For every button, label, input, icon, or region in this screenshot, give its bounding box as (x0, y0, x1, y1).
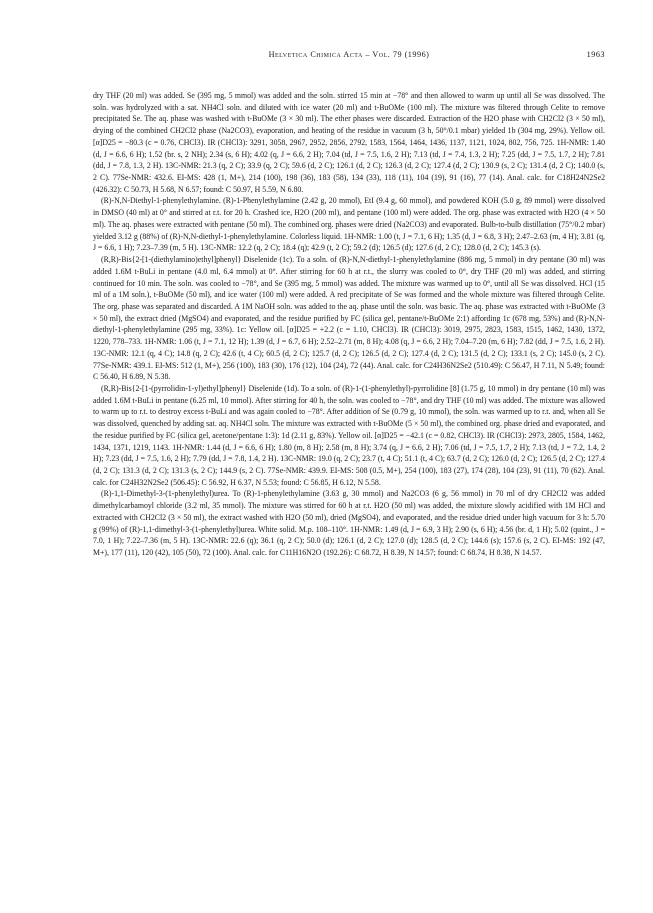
paragraph-dimethyl-urea: (R)-1,1-Dimethyl-3-(1-phenylethyl)urea. To (R)-1-phenylethylamine (3.63 g, 30 mmol) and Na2CO3 (6 g, 56 mmol) in 70 ml of dry CH2Cl2 was added dimethylcarbamoyl chloride (3.2 ml, 35 mmol). The mixture was stirred for 60 h at r.t. H2O (50 ml) was added, the mixture slowly acidified with 1M HCl and extracted with CH2Cl2 (3 × 50 ml), the extract washed with H2O (50 ml), dried (MgSO4), and evaporated, and the residue dried under high vacuum for 3 h: 5.70 g (99%) of (R)-1,1-dimethyl-3-(1-phenylethyl)urea. White solid. M.p. 108–110°. 1H-NMR: 1.49 (d, J = 6.9, 3 H); 2.90 (s, 6 H); 4.56 (br. d, 1 H); 5.02 (quint., J = 7.0, 1 H); 7.22–7.36 (m, 5 H). 13C-NMR: 22.6 (q); 36.1 (q, 2 C); 50.0 (d); 126.1 (d, 2 C); 127.0 (d); 128.5 (d, 2 C); 144.6 (s); 157.6 (s, 2 C). EI-MS: 192 (47, M+), 177 (11), 120 (42), 105 (50), 72 (100). Anal. calc. for C11H16N2O (192.26): C 68.72, H 8.39, N 14.57; found: C 68.74, H 8.38, N 14.57. (93, 489, 605, 558)
paragraph-diethyl-phenylethylamine: (R)-N,N-Diethyl-1-phenylethylamine. (R)-1-Phenylethylamine (2.42 g, 20 mmol), EtI (9.4 g, 60 mmol), and powdered KOH (5.0 g, 89 mmol) were dissolved in DMSO (40 ml) at 0° and stirred at r.t. for 20 h. Crashed ice, H2O (200 ml), and pentane (100 ml) were added. The org. phase was extracted with H2O (4 × 50 ml). The aq. phases were extracted with pentane (50 ml). The combined org. phases were dried (Na2CO3) and evaporated. Bulb-to-bulb distillation (75°/0.2 mbar) yielded 3.12 g (88%) of (R)-N,N-diethyl-1-phenylethylamine. Colorless liquid. 1H-NMR: 1.00 (t, J = 7.1, 6 H); 1.35 (d, J = 6.8, 3 H); 2.47–2.63 (m, 4 H); 3.81 (q, J = 6.6, 1 H); 7.23–7.39 (m, 5 H). 13C-NMR: 12.2 (q, 2 C); 18.4 (q); 42.9 (t, 2 C); 59.2 (d); 126.5 (d); 127.6 (d, 2 C); 128.0 (d, 2 C); 145.3 (s). (93, 196, 605, 253)
running-header (93, 50, 605, 62)
article-body (93, 90, 605, 559)
journal-title: Helvetica Chimica Acta – Vol. 79 (1996) (268, 50, 430, 59)
page-number: 1963 (586, 50, 605, 59)
paragraph-diselenide-1c: (R,R)-Bis{2-[1-(diethylamino)ethyl]phenyl} Diselenide (1c). To a soln. of (R)-N,N-diethyl-1-phenylethylamine (886 mg, 5 mmol) in dry pentane (30 ml) was added 1.6M t-BuLi in pentane (4.0 ml, 6.4 mmol) at 0°. After stirring for 60 h at r.t., the slurry was cooled to 0°, dry THF (20 ml) was added, and stirring continued for 10 min. The soln. was cooled to −78°, and Se (395 mg, 5 mmol) was added. The mixture was warmed up to 0°, until all Se was dissolved. HCl (15 ml of a 1M soln.), t-BuOMe (50 ml), and ice water (100 ml) were added. A red precipitate of Se was formed and the whole mixture was filtered through Celite. The org. phase was separated and discarded. A 1M NaOH soln. was added to the aq. phase until the soln. was basic. The aq. phase was extracted with t-BuOMe (3 × 50 ml), the extract dried (MgSO4) and evaporated, and the residue purified by FC (silica gel, pentane/t-BuOMe 2:1) affording 1c (678 mg, 53%) and (R)-N,N-diethyl-1-phenylethylamine (295 mg, 33%). 1c: Yellow oil. [α]D25 = +2.2 (c = 1.10, CHCl3). IR (CHCl3): 3019, 2975, 2823, 1583, 1515, 1462, 1430, 1372, 1220, 778–733. 1H-NMR: 1.06 (t, J = 7.1, 12 H); 1.39 (d, J = 6.7, 6 H); 2.52–2.71 (m, 8 H); 4.08 (q, J = 6.6, 2 H); 7.04–7.20 (m, 6 H); 7.82 (dd, J = 7.5, 1.6, 2 H). 13C-NMR: 12.1 (q, 4 C); 14.8 (q, 2 C); 42.6 (t, 4 C); 60.5 (d, 2 C); 125.7 (d, 2 C); 126.5 (d, 2 C); 127.4 (d, 2 C); 131.5 (d, 2 C); 133.1 (s, 2 C); 145.0 (s, 2 C). 77Se-NMR: 439.1. EI-MS: 512 (1, M+), 256 (100), 183 (30), 176 (12), 104 (24), 72 (44). Anal. calc. for C24H36N2Se2 (510.49): C 56.47, H 7.11, N 5.49; found: C 56.40, H 6.89, N 5.38. (93, 255, 605, 382)
paragraph-diselenide-1d: (R,R)-Bis{2-[1-(pyrrolidin-1-yl)ethyl]phenyl} Diselenide (1d). To a soln. of (R)-1-(1-phenylethyl)-pyrrolidine [8] (1.75 g, 10 mmol) in dry pentane (10 ml) was added 1.6M t-BuLi in pentane (6.25 ml, 10 mmol). After stirring for 40 h, the soln. was cooled to −78°, and dry THF (10 ml) was added. The mixture was allowed to warm up to r.t. to destroy excess t-BuLi and was again cooled to −78°. After addition of Se (0.79 g, 10 mmol), the soln. was warmed up to r.t. and, when all Se was dissolved, quenched by adding sat. aq. NH4Cl soln. The mixture was extracted with t-BuOMe (5 × 50 ml), the combined org. phase dried and evaporated, and the residue purified by FC (silica gel, acetone/pentane 1:3): 1d (2.11 g, 83%). Yellow oil. [α]D25 = −42.1 (c = 0.82, CHCl3). IR (CHCl3): 2973, 2805, 1584, 1462, 1434, 1371, 1219, 1143. 1H-NMR: 1.44 (d, J = 6.6, 6 H); 1.80 (m, 8 H); 2.58 (m, 8 H); 3.74 (q, J = 6.6, 2 H); 7.06 (td, J = 7.5, 1.7, 2 H); 7.13 (td, J = 7.2, 1.4, 2 H); 7.23 (dd, J = 7.5, 1.6, 2 H); 7.79 (dd, J = 7.8, 1.4, 2 H). 13C-NMR: 19.0 (q, 2 C); 23.7 (t, 4 C); 51.1 (t, 4 C); 63.7 (d, 2 C); 126.0 (d, 2 C); 126.5 (d, 2 C); 127.4 (d, 2 C); 131.3 (d, 2 C); 131.3 (s, 2 C); 144.9 (s, 2 C). 77Se-NMR: 439.9. EI-MS: 508 (0.5, M+), 254 (100), 183 (27), 174 (28), 104 (23), 91 (11), 70 (62). Anal. calc. for C24H32N2Se2 (506.45): C 56.92, H 6.37, N 5.53; found: C 56.85, H 6.12, N 5.58. (93, 383, 605, 487)
paragraph-1b-continuation: dry THF (20 ml) was added. Se (395 mg, 5 mmol) was added and the soln. stirred 15 min at −78° and then allowed to warm up until all Se was dissolved. The soln. was hydrolyzed with a sat. NH4Cl soln. and diluted with ice water (20 ml) and t-BuOMe (100 ml). The mixture was filtered through Celite to remove precipitated Se. The aq. phase was washed with t-BuOMe (3 × 30 ml). The ether phases were discarded. Extraction of the H2O phase with CH2Cl2 (3 × 50 ml), drying of the combined CH2Cl2 phase (Na2CO3), evaporation, and heating of the residue in vacuum (3 h, 50°/0.1 mbar) yielded 1b (304 mg, 29%). Yellow oil. [α]D25 = −80.3 (c = 0.76, CHCl3). IR (CHCl3): 3291, 3058, 2967, 2952, 2856, 2792, 1583, 1564, 1464, 1436, 1137, 1121, 1024, 802, 756, 725. 1H-NMR: 1.40 (d, J = 6.6, 6 H); 1.52 (br. s, 2 NH); 2.34 (s, 6 H); 4.02 (q, J = 6.6, 2 H); 7.04 (td, J = 7.5, 1.6, 2 H); 7.13 (td, J = 7.4, 1.3, 2 H); 7.25 (dd, J = 7.5, 1.7, 2 H); 7.81 (dd, J = 7.8, 1.3, 2 H). 13C-NMR: 21.3 (q, 2 C); 33.9 (q, 2 C); 59.6 (d, 2 C); 126.1 (d, 2 C); 126.3 (d, 2 C); 127.4 (d, 2 C); 130.9 (s, 2 C); 131.4 (d, 2 C); 140.0 (s, 2 C). 77Se-NMR: 432.6. EI-MS: 428 (1, M+), 214 (100), 198 (36), 183 (58), 134 (33), 118 (11), 104 (19), 91 (16), 77 (14). Anal. calc. for C18H24N2Se2 (426.32): C 50.73, H 5.68, N 6.57; found: C 50.97, H 5.59, N 6.80. (93, 91, 605, 194)
